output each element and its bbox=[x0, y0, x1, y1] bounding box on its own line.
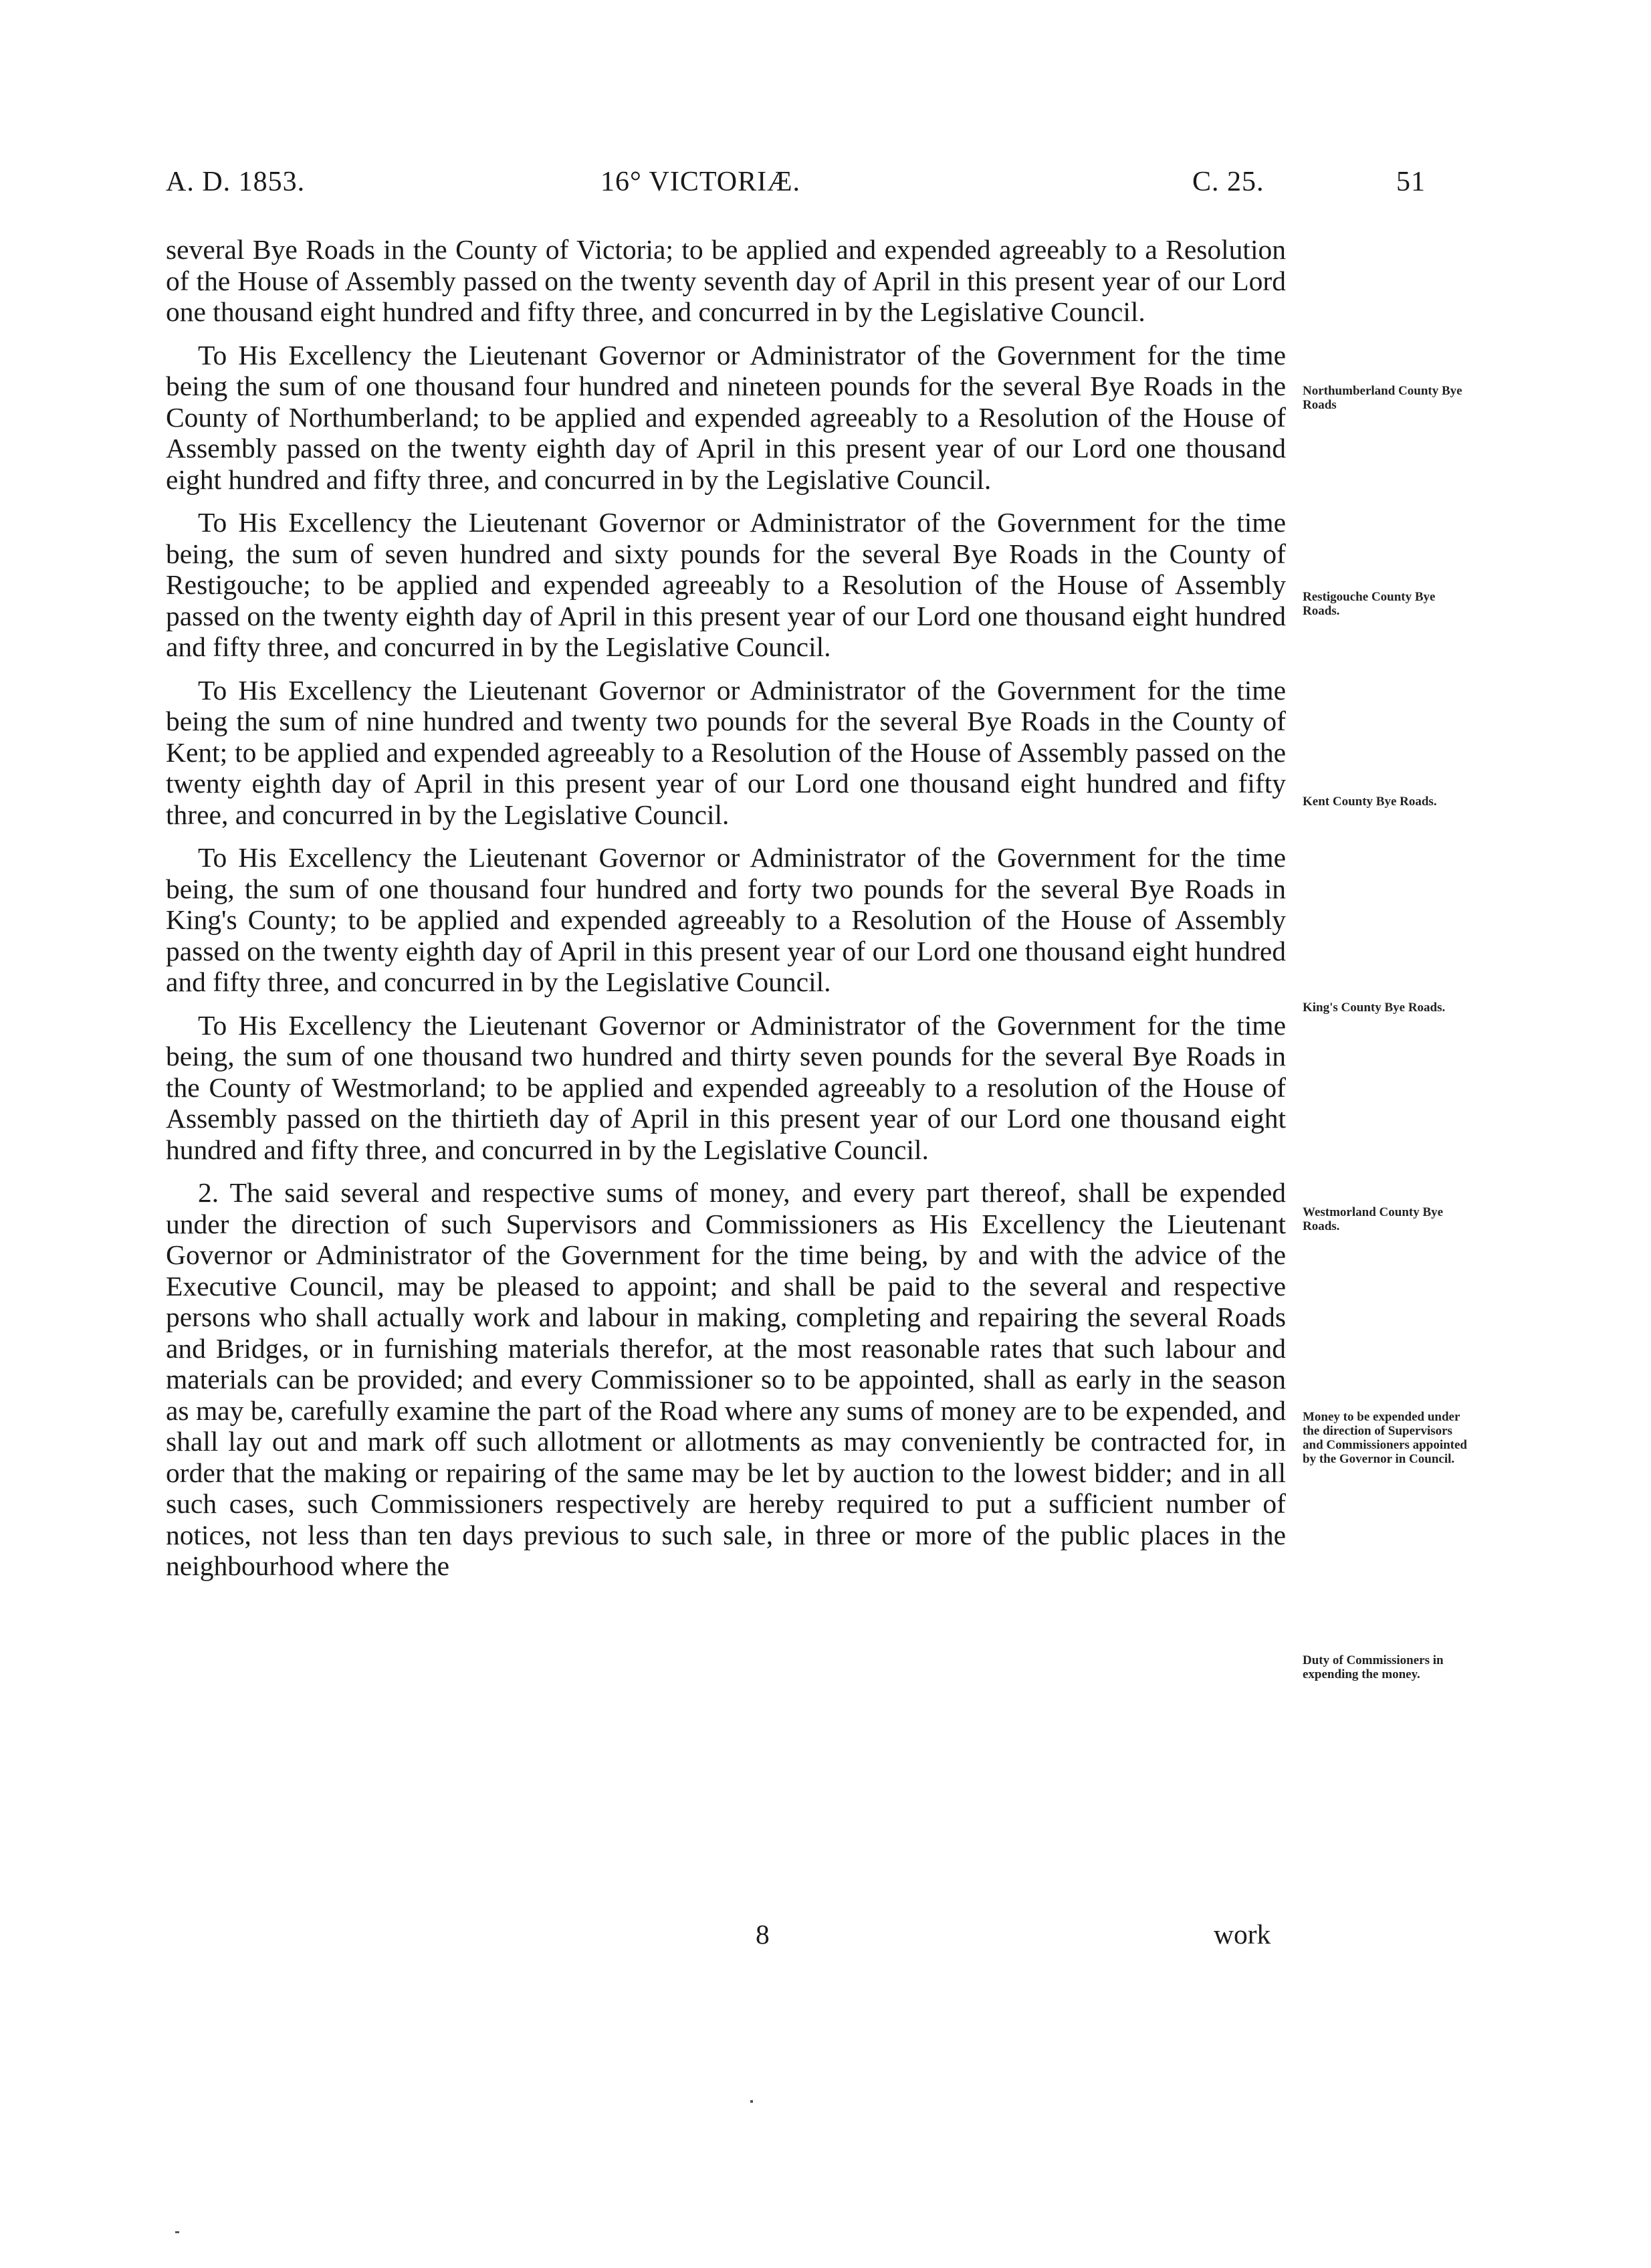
stray-speck bbox=[750, 2100, 753, 2103]
margin-note-kent: Kent County Bye Roads. bbox=[1303, 795, 1437, 809]
margin-note-westmorland: Westmorland County Bye Roads. bbox=[1303, 1205, 1444, 1233]
signature-mark: 8 bbox=[756, 1919, 770, 1950]
margin-note-kings: King's County Bye Roads. bbox=[1303, 1001, 1446, 1015]
catchword: work bbox=[1214, 1919, 1271, 1950]
margin-note-northumberland: Northumberland County Bye Roads bbox=[1303, 384, 1462, 412]
running-head-year: A. D. 1853. bbox=[166, 167, 306, 197]
paragraph-kings: To His Excellency the Lieutenant Governor or Administrator of the Government for the time being, the sum of one thousand four hundred and forty two pounds for the several Bye Roads in King's County; to be applied and expended agreeably to a Resolution of the House of Assembly passed on the twenty eighth day of April in this present year of our Lord one thousand eight hundred and fifty three, and concurred in by the Legislative Council. bbox=[166, 842, 1286, 997]
running-head-chapter: C. 25. bbox=[1192, 167, 1264, 197]
margin-note-restigouche: Restigouche County Bye Roads. bbox=[1303, 590, 1436, 618]
paragraph-restigouche: To His Excellency the Lieutenant Governor or Administrator of the Government for the time being, the sum of seven hundred and sixty pounds for the several Bye Roads in the County of Restigouche; to be applied and expended agreeably to a Resolution of the House of Assembly passed on the twenty eighth day of April in this present year of our Lord one thousand eight hundred and fifty three, and concurred in by the Legislative Council. bbox=[166, 507, 1286, 662]
paragraph-kent: To His Excellency the Lieutenant Governor or Administrator of the Government for the time being the sum of nine hundred and twenty two pounds for the several Bye Roads in the County of Kent; to be applied and expended agreeably to a Resolution of the House of Assembly passed on the twenty eighth day of April in this present year of our Lord one thousand eight hundred and fifty three, and concurred in by the Legislative Council. bbox=[166, 674, 1286, 830]
paragraph-victoria: several Bye Roads in the County of Victoria; to be applied and expended agreeably to a Resolution of the House of Assembly passed on the twenty seventh day of April in this present year of our Lord one thousand eight hundred and fifty three, and concurred in by the Legislative Council. bbox=[166, 234, 1286, 327]
page-number: 51 bbox=[1396, 167, 1426, 197]
margin-note-money-expended: Money to be expended under the direction of Supervisors and Commissioners appointed by the Governor in Council. bbox=[1303, 1410, 1467, 1466]
paragraph-westmorland: To His Excellency the Lieutenant Governor or Administrator of the Government for the time being, the sum of one thousand two hundred and thirty seven pounds for the several Bye Roads in the County of Westmorland; to be applied and expended agreeably to a resolution of the House of Assembly passed on the thirtieth day of April in this present year of our Lord one thousand eight hundred and fifty three, and concurred in by the Legislative Council. bbox=[166, 1009, 1286, 1165]
paragraph-section-2: 2. The said several and respective sums of money, and every part thereof, shall be expended under the direction of such Supervisors and Commissioners as His Excellency the Lieutenant Governor or Administrator of the Government for the time being, by and with the advice of the Executive Council, may be pleased to appoint; and shall be paid to the several and respective persons who shall actually work and labour in making, completing and repairing the several Roads and Bridges, or in furnishing materials therefor, at the most reasonable rates that such labour and materials can be provided; and every Commissioner so to be appointed, shall as early in the season as may be, carefully examine the part of the Road where any sums of money are to be expended, and shall lay out and mark off such allotment or allotments as may conveniently be contracted for, in order that the making or repairing of the same may be let by auction to the lowest bidder; and in all such cases, such Commissioners respectively are hereby required to put a sufficient number of notices, not less than ten days previous to such sale, in three or more of the public places in the neighbourhood where the bbox=[166, 1177, 1286, 1581]
body-text bbox=[166, 234, 1286, 1594]
running-head bbox=[166, 166, 1436, 206]
running-head-reign: 16° VICTORIÆ. bbox=[600, 167, 800, 197]
margin-note-duty-commissioners: Duty of Commissioners in expending the money. bbox=[1303, 1653, 1444, 1681]
stray-speck bbox=[175, 2231, 179, 2233]
paragraph-northumberland: To His Excellency the Lieutenant Governor or Administrator of the Government for the time being the sum of one thousand four hundred and nineteen pounds for the several Bye Roads in the County of Northumberland; to be applied and expended agreeably to a Resolution of the House of Assembly passed on the twenty eighth day of April in this present year of our Lord one thousand eight hundred and fifty three, and concurred in by the Legislative Council. bbox=[166, 339, 1286, 495]
